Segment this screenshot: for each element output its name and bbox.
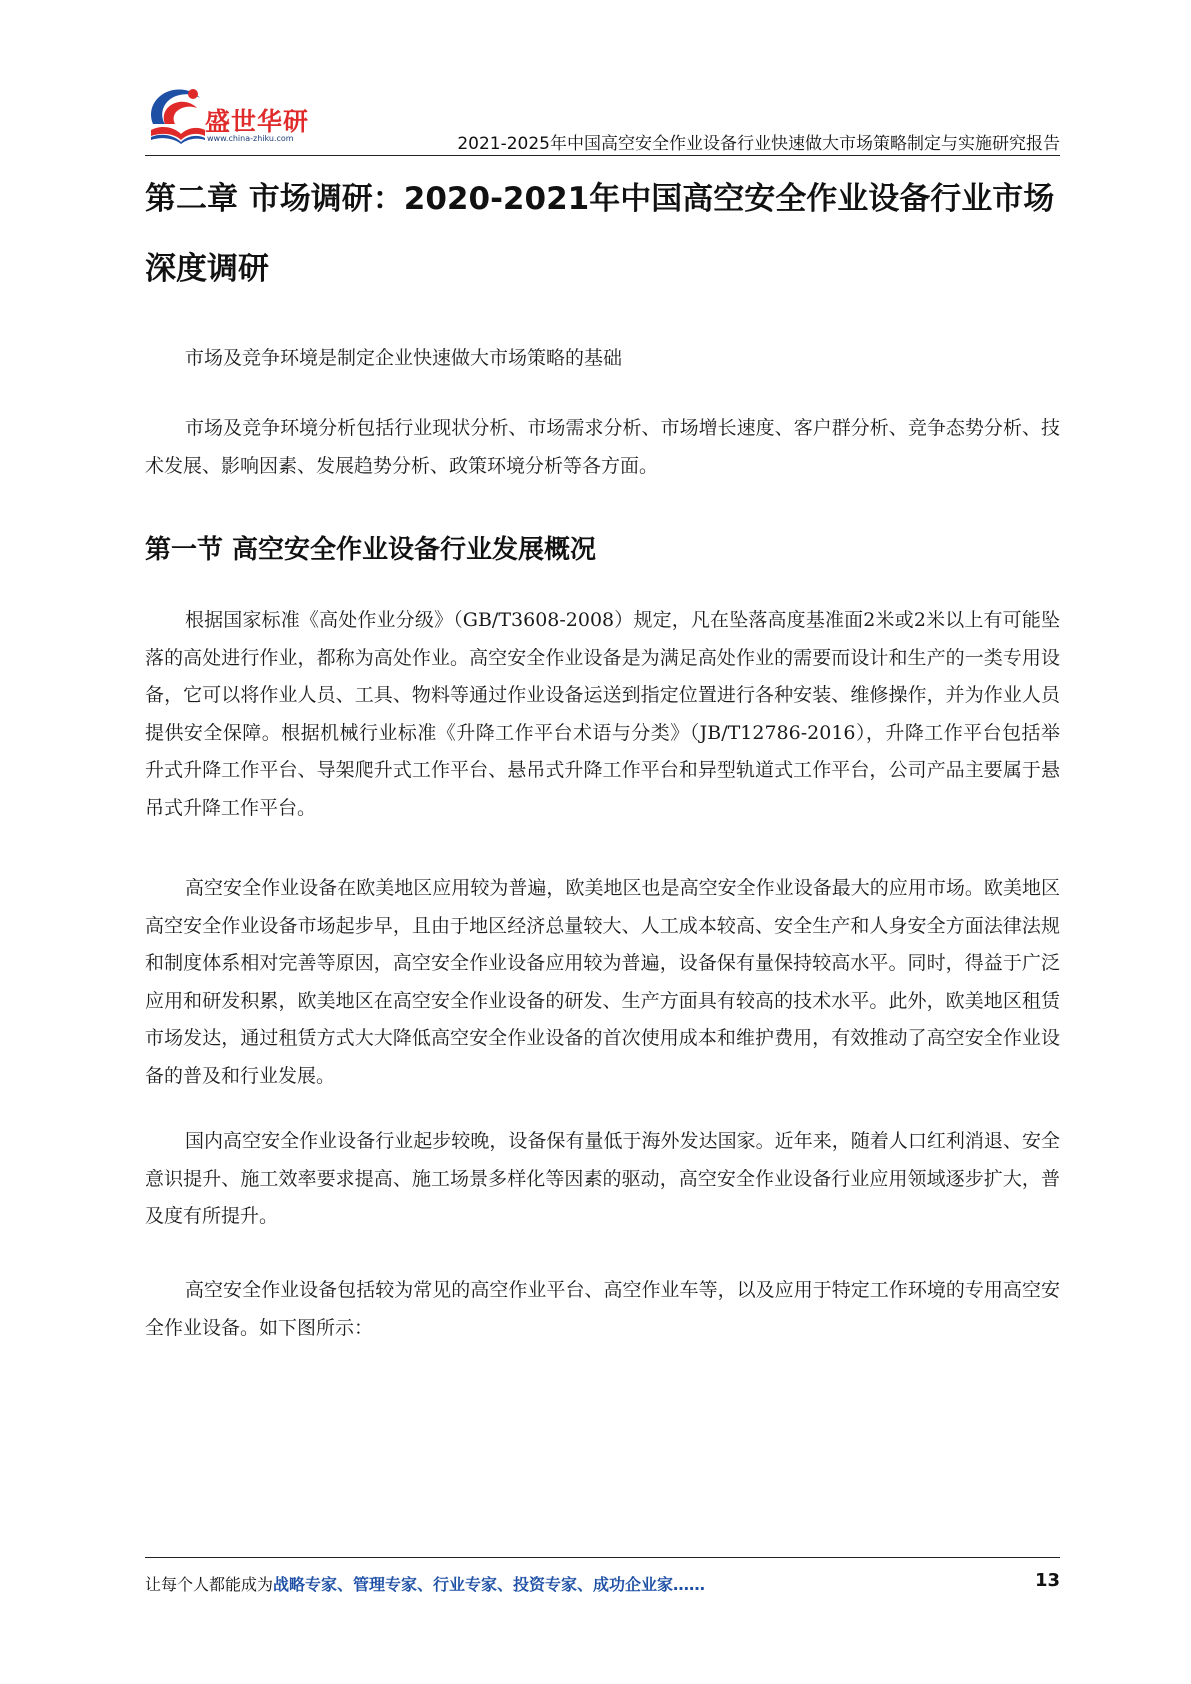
footer-divider — [145, 1557, 1060, 1558]
footer-slogan-prefix: 让每个人都能成为 — [145, 1575, 274, 1594]
report-title: 2021-2025年中国高空安全作业设备行业快速做大市场策略制定与实施研究报告 — [457, 134, 1060, 154]
section-paragraph-2: 高空安全作业设备在欧美地区应用较为普遍，欧美地区也是高空安全作业设备最大的应用市场。欧美地区高空安全作业设备市场起步早，且由于地区经济总量较大、人工成本较高、安全生产和人身安全方面法律法规和制度体系相对完善等原因，高空安全作业设备应用较为普遍，设备保有量保持较高水平。同时，得益于广泛应用和研发积累，欧美地区在高空安全作业设备的研发、生产方面具有较高的技术水平。此外，欧美地区租赁市场发达，通过租赁方式大大降低高空安全作业设备的首次使用成本和维护费用，有效推动了高空安全作业设备的普及和行业发展。 — [145, 877, 1060, 1087]
chapter-title: 第二章 市场调研：2020-2021年中国高空安全作业设备行业市场深度调研 — [145, 181, 1055, 287]
header-divider — [145, 155, 1060, 156]
section-paragraph-1: 根据国家标准《高处作业分级》（GB/T3608-2008）规定，凡在坠落高度基准面2米或2米以上有可能坠落的高处进行作业，都称为高处作业。高空安全作业设备是为满足高处作业的需要而设计和生产的一类专用设备，它可以将作业人员、工具、物料等通过作业设备运送到指定位置进行各种安装、维修操作，并为作业人员提供安全保障。根据机械行业标准《升降工作平台术语与分类》（JB/T12786-2016），升降工作平台包括举升式升降工作平台、导架爬升式工作平台、悬吊式升降工作平台和异型轨道式工作平台，公司产品主要属于悬吊式升降工作平台。 — [145, 609, 1060, 819]
logo-website: www.china-zhiku.com — [207, 134, 294, 143]
section-title: 第一节 高空安全作业设备行业发展概况 — [145, 535, 597, 565]
logo-brand-name: 盛世华研 — [205, 107, 310, 136]
footer-slogan-roles: 战略专家、管理专家、行业专家、投资专家、成功企业家…… — [273, 1575, 706, 1594]
section-paragraph-3: 国内高空安全作业设备行业起步较晚，设备保有量低于海外发达国家。近年来，随着人口红利消退、安全意识提升、施工效率要求提高、施工场景多样化等因素的驱动，高空安全作业设备行业应用领域逐步扩大，普及度有所提升。 — [145, 1130, 1060, 1227]
logo-emblem-icon — [145, 80, 207, 144]
company-logo — [145, 80, 335, 144]
section-paragraph-4: 高空安全作业设备包括较为常见的高空作业平台、高空作业车等，以及应用于特定工作环境的专用高空安全作业设备。如下图所示： — [145, 1279, 1060, 1339]
intro-paragraph-2: 市场及竞争环境分析包括行业现状分析、市场需求分析、市场增长速度、客户群分析、竞争态势分析、技术发展、影响因素、发展趋势分析、政策环境分析等各方面。 — [145, 417, 1060, 477]
footer-slogan — [145, 1572, 705, 1595]
page-header — [145, 80, 1060, 154]
intro-paragraph-1: 市场及竞争环境是制定企业快速做大市场策略的基础 — [185, 347, 623, 369]
page-number: 13 — [1034, 1570, 1060, 1591]
